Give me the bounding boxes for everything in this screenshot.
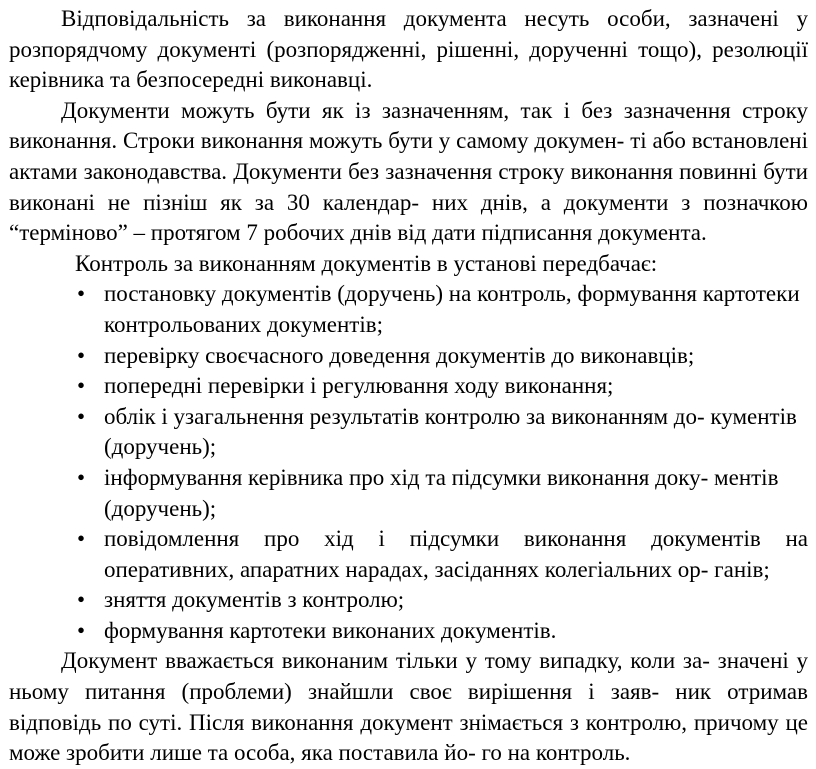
list-item	[77, 463, 808, 524]
bullet-icon: •	[77, 373, 86, 399]
list-item	[77, 341, 808, 372]
control-list	[9, 279, 808, 646]
bullet-icon: •	[77, 342, 86, 368]
bullet-icon: •	[77, 403, 86, 429]
list-item-text: попередні перевірки і регулювання ходу виконання;	[104, 373, 614, 399]
list-item-text: постановку документів (доручень) на контроль, формування картотеки контрольованих документів;	[104, 281, 800, 337]
bullet-icon: •	[77, 526, 86, 552]
bullet-icon: •	[77, 617, 86, 643]
list-item-text: облік і узагальнення результатів контролю за виконанням до- кументів (доручень);	[104, 403, 797, 460]
paragraph-responsibility: Відповідальність за виконання документа несуть особи, зазначені у розпорядчому документі (розпорядженні, рішенні, дорученні тощо), резолюції керівника та безпосередні виконавці.	[9, 6, 808, 93]
list-item-text: перевірку своєчасного доведення документів до виконавців;	[104, 342, 695, 368]
list-item-text: формування картотеки виконаних документів.	[104, 617, 557, 643]
list-item	[77, 402, 808, 463]
bullet-icon: •	[77, 281, 86, 307]
bullet-icon: •	[77, 587, 86, 613]
list-item	[77, 279, 808, 340]
list-intro: Контроль за виконанням документів в установі передбачає:	[75, 250, 658, 276]
list-item	[77, 616, 808, 647]
paragraph-deadlines: Документи можуть бути як із зазначенням, так і без зазначення строку виконання. Строки виконання можуть бути у самому докумен- ті або встановлені актами законодавства. Документи без зазначення строку виконання повинні бути виконані не пізніш як за 30 календар- них днів, а документи з позначкою “терміново” – протягом 7 робочих днів від дати підписання документа.	[9, 97, 808, 246]
list-item	[77, 524, 808, 585]
list-item-text: інформування керівника про хід та підсумки виконання доку- ментів (доручень);	[104, 464, 779, 521]
bullet-icon: •	[77, 464, 86, 490]
list-item	[77, 585, 808, 616]
paragraph-completion: Документ вважається виконаним тільки у тому випадку, коли за- значені у ньому питання (проблеми) знайшли своє вирішення і заяв- ник отримав відповідь по суті. Після виконання документ знімається з контролю, причому це може зробити лише та особа, яка поставила йо- го на контроль.	[9, 648, 808, 766]
list-item-text: зняття документів з контролю;	[104, 587, 405, 613]
list-item-text: повідомлення про хід і підсумки виконання документів на оперативних, апаратних нарадах, засіданнях колегіальних ор- ганів;	[104, 526, 808, 582]
list-item	[77, 371, 808, 402]
